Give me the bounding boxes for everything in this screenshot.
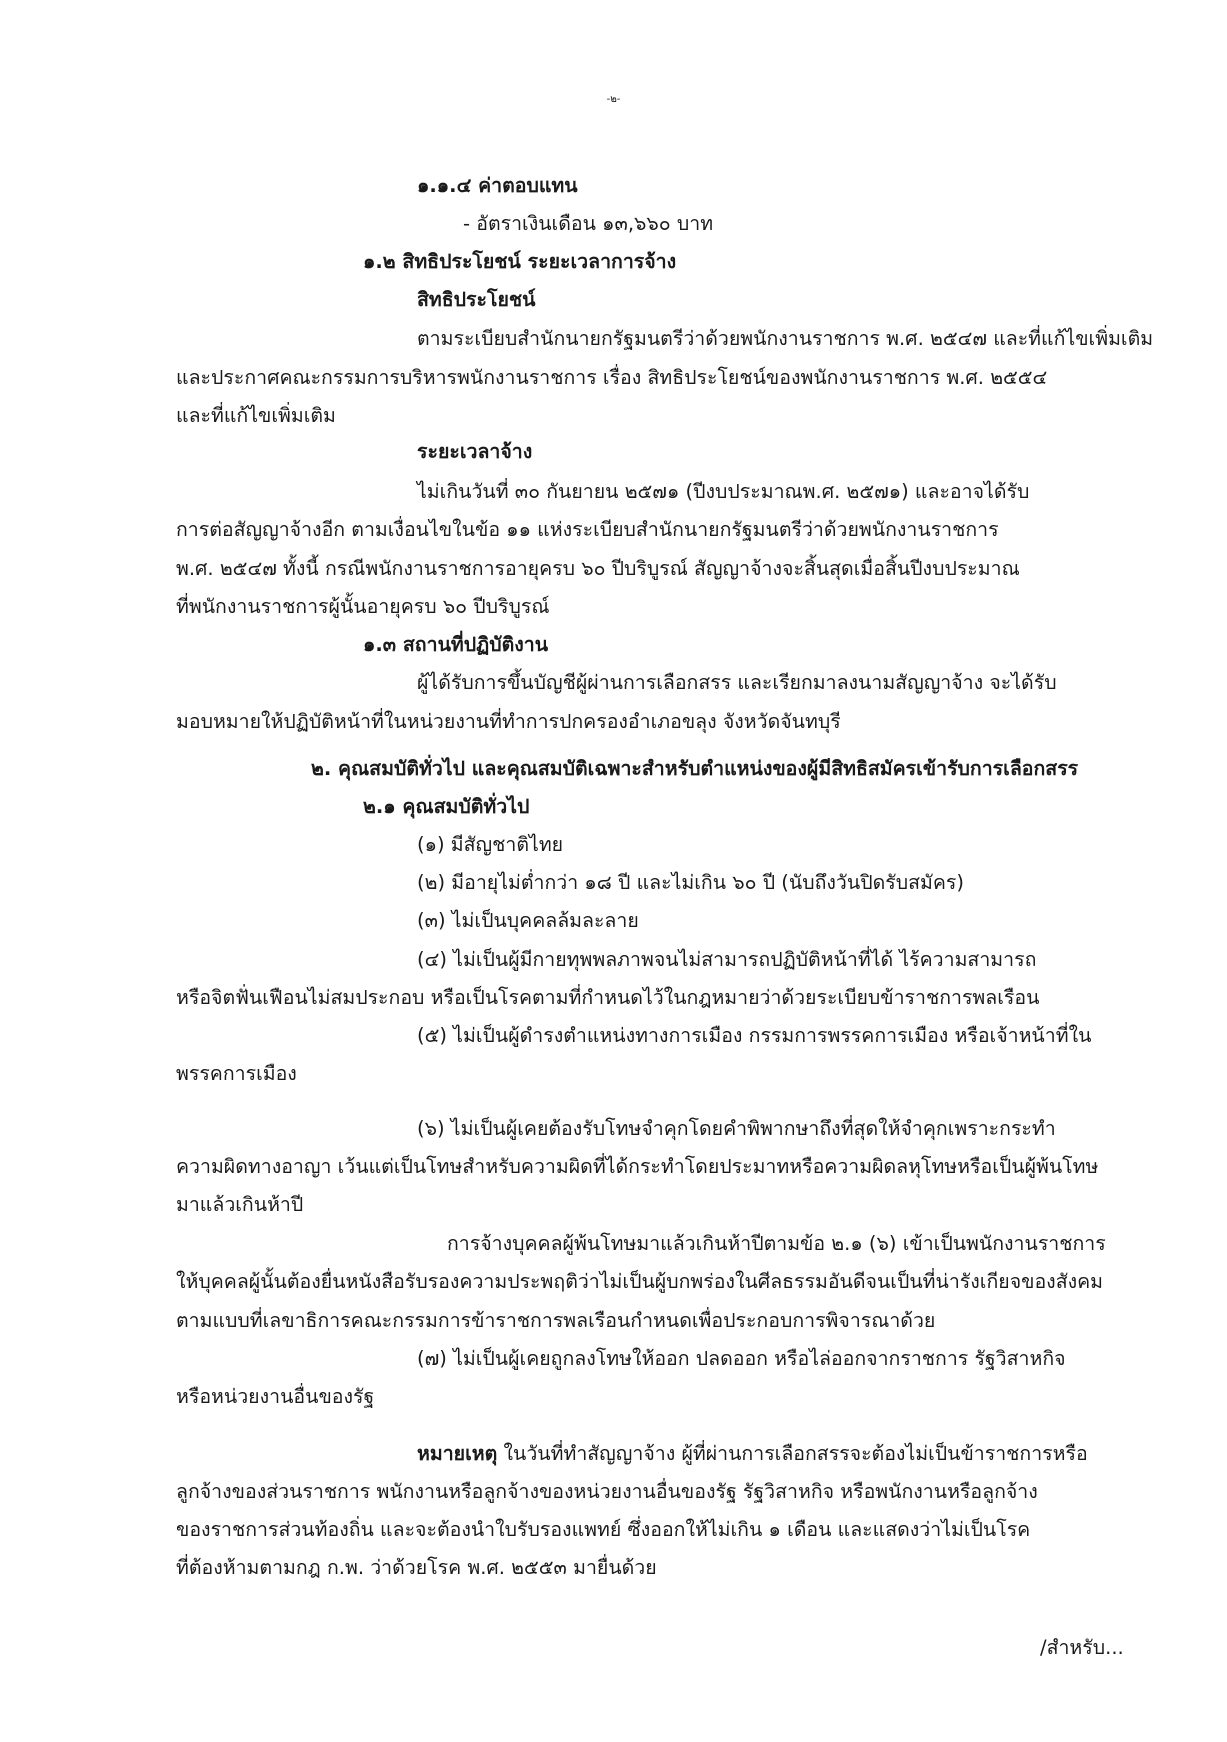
qualification-item: หรือจิตฟั่นเฟือนไม่สมประกอบ หรือเป็นโรคตามที่กำหนดไว้ในกฎหมายว่าด้วยระเบียบข้าราชการพลเรือน [176, 986, 1040, 1009]
continuation-text: /สำหรับ... [1040, 1636, 1124, 1659]
note-line: ลูกจ้างของส่วนราชการ พนักงานหรือลูกจ้างของหน่วยงานอื่นของรัฐ รัฐวิสาหกิจ หรือพนักงานหรือลูกจ้าง [176, 1480, 1038, 1503]
heading-1-3: ๑.๓ สถานที่ปฏิบัติงาน [363, 633, 549, 656]
qualification-item: ให้บุคคลผู้นั้นต้องยื่นหนังสือรับรองความประพฤติว่าไม่เป็นผู้บกพร่องในศีลธรรมอันดีจนเป็นที่น่ารังเกียจของสังคม [176, 1270, 1104, 1293]
note-text: ในวันที่ทำสัญญาจ้าง ผู้ที่ผ่านการเลือกสรรจะต้องไม่เป็นข้าราชการหรือ [497, 1442, 1088, 1465]
salary-rate: - อัตราเงินเดือน ๑๓,๖๖๐ บาท [463, 212, 714, 235]
qualification-item: (๗) ไม่เป็นผู้เคยถูกลงโทษให้ออก ปลดออก หรือไล่ออกจากราชการ รัฐวิสาหกิจ [417, 1347, 1066, 1370]
heading-1-1-4: ๑.๑.๔ ค่าตอบแทน [417, 174, 578, 197]
heading-2-1: ๒.๑ คุณสมบัติทั่วไป [363, 795, 530, 818]
heading-1-2: ๑.๒ สิทธิประโยชน์ ระยะเวลาการจ้าง [363, 250, 677, 273]
qualification-item: พรรคการเมือง [176, 1062, 297, 1085]
qualification-item: (๓) ไม่เป็นบุคคลล้มละลาย [417, 909, 639, 932]
benefits-line: และประกาศคณะกรรมการบริหารพนักงานราชการ เรื่อง สิทธิประโยชน์ของพนักงานราชการ พ.ศ. ๒๕๕๔ [176, 366, 1048, 389]
qualification-item: (๑) มีสัญชาติไทย [417, 833, 564, 856]
period-line: ไม่เกินวันที่ ๓๐ กันยายน ๒๕๗๑ (ปีงบประมาณพ.ศ. ๒๕๗๑) และอาจได้รับ [417, 480, 1030, 503]
note-line: ของราชการส่วนท้องถิ่น และจะต้องนำใบรับรองแพทย์ ซึ่งออกให้ไม่เกิน ๑ เดือน และแสดงว่าไม่เป็นโรค [176, 1518, 1031, 1541]
period-line: ที่พนักงานราชการผู้นั้นอายุครบ ๖๐ ปีบริบูรณ์ [176, 595, 550, 618]
period-title: ระยะเวลาจ้าง [417, 440, 533, 463]
qualification-item: (๖) ไม่เป็นผู้เคยต้องรับโทษจำคุกโดยคำพิพากษาถึงที่สุดให้จำคุกเพราะกระทำ [417, 1117, 1056, 1140]
note-line [417, 1442, 1088, 1465]
benefits-line: ตามระเบียบสำนักนายกรัฐมนตรีว่าด้วยพนักงานราชการ พ.ศ. ๒๕๔๗ และที่แก้ไขเพิ่มเติม [417, 327, 1154, 350]
qualification-item: ตามแบบที่เลขาธิการคณะกรรมการข้าราชการพลเรือนกำหนดเพื่อประกอบการพิจารณาด้วย [176, 1309, 936, 1332]
note-line: ที่ต้องห้ามตามกฎ ก.พ. ว่าด้วยโรค พ.ศ. ๒๕๕๓ มายื่นด้วย [176, 1556, 657, 1579]
qualification-item: (๔) ไม่เป็นผู้มีกายทุพพลภาพจนไม่สามารถปฏิบัติหน้าที่ได้ ไร้ความสามารถ [417, 948, 1037, 971]
qualification-item: มาแล้วเกินห้าปี [176, 1193, 304, 1216]
benefits-line: และที่แก้ไขเพิ่มเติม [176, 404, 336, 427]
page-number: -๒- [606, 94, 621, 105]
workplace-line: ผู้ได้รับการขึ้นบัญชีผู้ผ่านการเลือกสรร และเรียกมาลงนามสัญญาจ้าง จะได้รับ [417, 671, 1057, 694]
qualification-item: หรือหน่วยงานอื่นของรัฐ [176, 1385, 375, 1408]
note-label: หมายเหตุ [417, 1442, 498, 1465]
period-line: การต่อสัญญาจ้างอีก ตามเงื่อนไขในข้อ ๑๑ แห่งระเบียบสำนักนายกรัฐมนตรีว่าด้วยพนักงานราชการ [176, 518, 999, 541]
qualification-item: (๒) มีอายุไม่ต่ำกว่า ๑๘ ปี และไม่เกิน ๖๐ ปี (นับถึงวันปิดรับสมัคร) [417, 871, 964, 894]
qualification-item: (๕) ไม่เป็นผู้ดำรงตำแหน่งทางการเมือง กรรมการพรรคการเมือง หรือเจ้าหน้าที่ใน [417, 1024, 1092, 1047]
benefits-title: สิทธิประโยชน์ [417, 288, 536, 311]
period-line: พ.ศ. ๒๕๔๗ ทั้งนี้ กรณีพนักงานราชการอายุครบ ๖๐ ปีบริบูรณ์ สัญญาจ้างจะสิ้นสุดเมื่อสิ้นปีงบประมาณ [176, 557, 1020, 580]
qualification-item: ความผิดทางอาญา เว้นแต่เป็นโทษสำหรับความผิดที่ได้กระทำโดยประมาทหรือความผิดลหุโทษหรือเป็นผู้พ้นโทษ [176, 1155, 1099, 1178]
heading-2: ๒. คุณสมบัติทั่วไป และคุณสมบัติเฉพาะสำหรับตำแหน่งของผู้มีสิทธิสมัครเข้ารับการเลือกสรร [311, 757, 1079, 780]
qualification-item: การจ้างบุคคลผู้พ้นโทษมาแล้วเกินห้าปีตามข้อ ๒.๑ (๖) เข้าเป็นพนักงานราชการ [447, 1232, 1106, 1255]
workplace-line: มอบหมายให้ปฏิบัติหน้าที่ในหน่วยงานที่ทำการปกครองอำเภอขลุง จังหวัดจันทบุรี [176, 710, 841, 733]
